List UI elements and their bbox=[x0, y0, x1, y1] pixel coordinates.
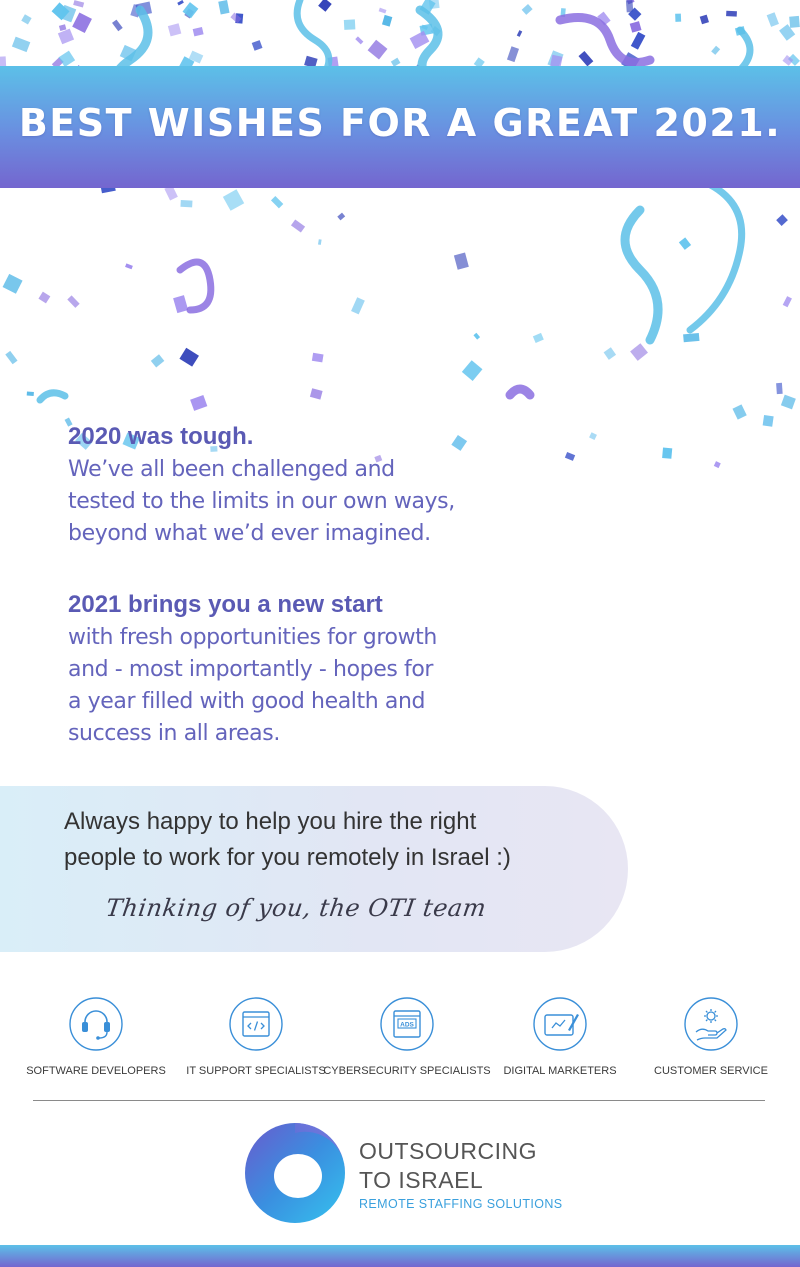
service-label: DIGITAL MARKETERS bbox=[503, 1065, 617, 1077]
code-window-icon bbox=[228, 996, 284, 1052]
divider bbox=[33, 1100, 765, 1101]
message-line: tested to the limits in our own ways, bbox=[68, 489, 455, 514]
footer-bar bbox=[0, 1245, 800, 1267]
message-heading-2021: 2021 brings you a new start bbox=[68, 591, 383, 618]
service-customer-service[interactable] bbox=[621, 996, 800, 1077]
help-line: Always happy to help you hire the right bbox=[64, 808, 477, 835]
message-line: and - most importantly - hopes for bbox=[68, 657, 434, 682]
hand-gear-icon bbox=[683, 996, 739, 1052]
greeting-banner bbox=[0, 66, 800, 188]
service-label: CYBERSECURITY SPECIALISTS bbox=[323, 1065, 491, 1077]
message-line: success in all areas. bbox=[68, 721, 280, 746]
message-line: a year filled with good health and bbox=[68, 689, 426, 714]
service-software-developers[interactable] bbox=[6, 996, 186, 1077]
message-text-2020 bbox=[68, 454, 508, 550]
greeting-message bbox=[68, 420, 508, 750]
logo-text-line1: OUTSOURCING bbox=[359, 1138, 537, 1164]
service-label: IT SUPPORT SPECIALISTS bbox=[186, 1065, 326, 1077]
message-text-2021 bbox=[68, 622, 508, 750]
logo-text-line2: TO ISRAEL bbox=[359, 1167, 484, 1193]
headset-icon bbox=[68, 996, 124, 1052]
ads-icon-text: ADS bbox=[400, 1021, 414, 1029]
service-label: CUSTOMER SERVICE bbox=[654, 1065, 768, 1077]
tablet-pen-icon bbox=[532, 996, 588, 1052]
message-line: beyond what we’d ever imagined. bbox=[68, 521, 431, 546]
service-label: SOFTWARE DEVELOPERS bbox=[26, 1065, 166, 1077]
help-line: people to work for you remotely in Israel :) bbox=[64, 844, 511, 871]
message-line: with fresh opportunities for growth bbox=[68, 625, 437, 650]
logo-tagline: REMOTE STAFFING SOLUTIONS bbox=[359, 1197, 563, 1211]
message-line: We’ve all been challenged and bbox=[68, 457, 395, 482]
help-callout bbox=[0, 786, 628, 952]
company-logo[interactable] bbox=[243, 1120, 563, 1228]
services-row bbox=[0, 996, 800, 1086]
message-heading-2020: 2020 was tough. bbox=[68, 423, 254, 450]
ads-window-icon bbox=[379, 996, 435, 1052]
help-text bbox=[64, 804, 584, 876]
logo-ring-icon bbox=[243, 1120, 347, 1226]
signature: Thinking of you, the OTI team bbox=[104, 894, 489, 922]
banner-title: BEST WISHES FOR A GREAT 2021. bbox=[18, 101, 782, 145]
